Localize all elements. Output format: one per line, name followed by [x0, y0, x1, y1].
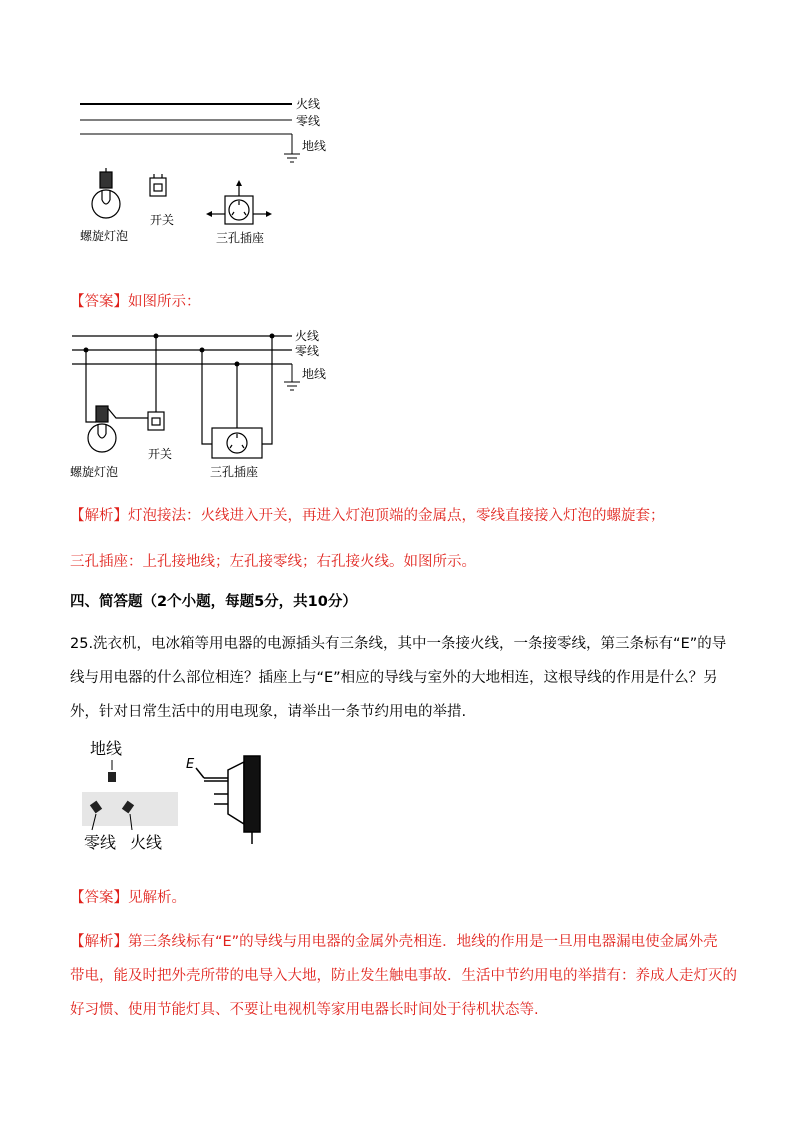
socket-label: 三孔插座	[216, 231, 265, 245]
switch-icon	[150, 174, 166, 196]
answer-text: 见解析。	[128, 890, 186, 906]
ground-label: 地线	[302, 139, 327, 153]
switch-label: 开关	[148, 447, 173, 461]
bulb-label: 螺旋灯泡	[80, 229, 129, 243]
live-label: 火线	[130, 833, 163, 852]
ground-symbol	[284, 134, 300, 162]
analysis-1-line-1: 【解析】灯泡接法：火线进入开关，再进入灯泡顶端的金属点，零线直接接入灯泡的螺旋套；	[70, 508, 665, 524]
answer-2	[70, 888, 186, 908]
plug-e-label: E	[186, 757, 195, 772]
bulb-label: 螺旋灯泡	[70, 465, 119, 479]
section-title: 四、简答题（2个小题，每题5分，共10分）	[70, 594, 357, 610]
ground-hole	[108, 772, 116, 782]
switch-label: 开关	[150, 213, 175, 227]
answer-text: 如图所示：	[128, 294, 201, 310]
live-label: 火线	[296, 97, 321, 111]
question-25-line-3: 外，针对日常生活中的用电现象，请举出一条节约用电的举措.	[70, 704, 467, 720]
neutral-label: 零线	[84, 833, 117, 852]
analysis-2-line-2: 带电，能及时把外壳所带的电导入大地，防止发生触电事故．生活中节约用电的举措有：养成人走灯灭的	[70, 968, 737, 984]
switch-icon	[148, 412, 164, 430]
circuit-figure-wired	[66, 326, 366, 486]
answer-tag: 【答案】	[70, 294, 128, 310]
question-25-line-2: 线与用电器的什么部位相连？插座上与“E”相应的导线与室外的大地相连，这根导线的作用是什么？另	[70, 670, 718, 686]
bulb-icon	[92, 168, 120, 218]
plug-icon	[196, 756, 260, 844]
question-25-line-1: 25.洗衣机，电冰箱等用电器的电源插头有三条线，其中一条接火线，一条接零线，第三条标有“E”的导	[70, 636, 727, 652]
neutral-label: 零线	[295, 344, 320, 358]
analysis-tag: 【解析】	[70, 934, 128, 950]
answer-tag: 【答案】	[70, 890, 128, 906]
circuit-figure-unwired	[70, 88, 360, 248]
ground-symbol	[284, 364, 300, 390]
analysis-tag: 【解析】	[70, 508, 128, 524]
ground-label: 地线	[90, 739, 123, 758]
socket-plug-figure	[78, 734, 278, 859]
socket-icon	[212, 428, 262, 458]
socket-icon	[210, 184, 268, 224]
neutral-label: 零线	[296, 114, 321, 128]
live-label: 火线	[295, 329, 320, 343]
analysis-2-line-3: 好习惯、使用节能灯具、不要让电视机等家用电器长时间处于待机状态等.	[70, 1002, 539, 1018]
answer-1	[70, 292, 201, 312]
analysis-1-line-2: 三孔插座：上孔接地线；左孔接零线；右孔接火线。如图所示。	[70, 554, 476, 570]
socket-label: 三孔插座	[210, 465, 259, 479]
ground-label: 地线	[302, 367, 327, 381]
analysis-2-line-1: 【解析】第三条线标有“E”的导线与用电器的金属外壳相连．地线的作用是一旦用电器漏电使金属外壳	[70, 934, 718, 950]
